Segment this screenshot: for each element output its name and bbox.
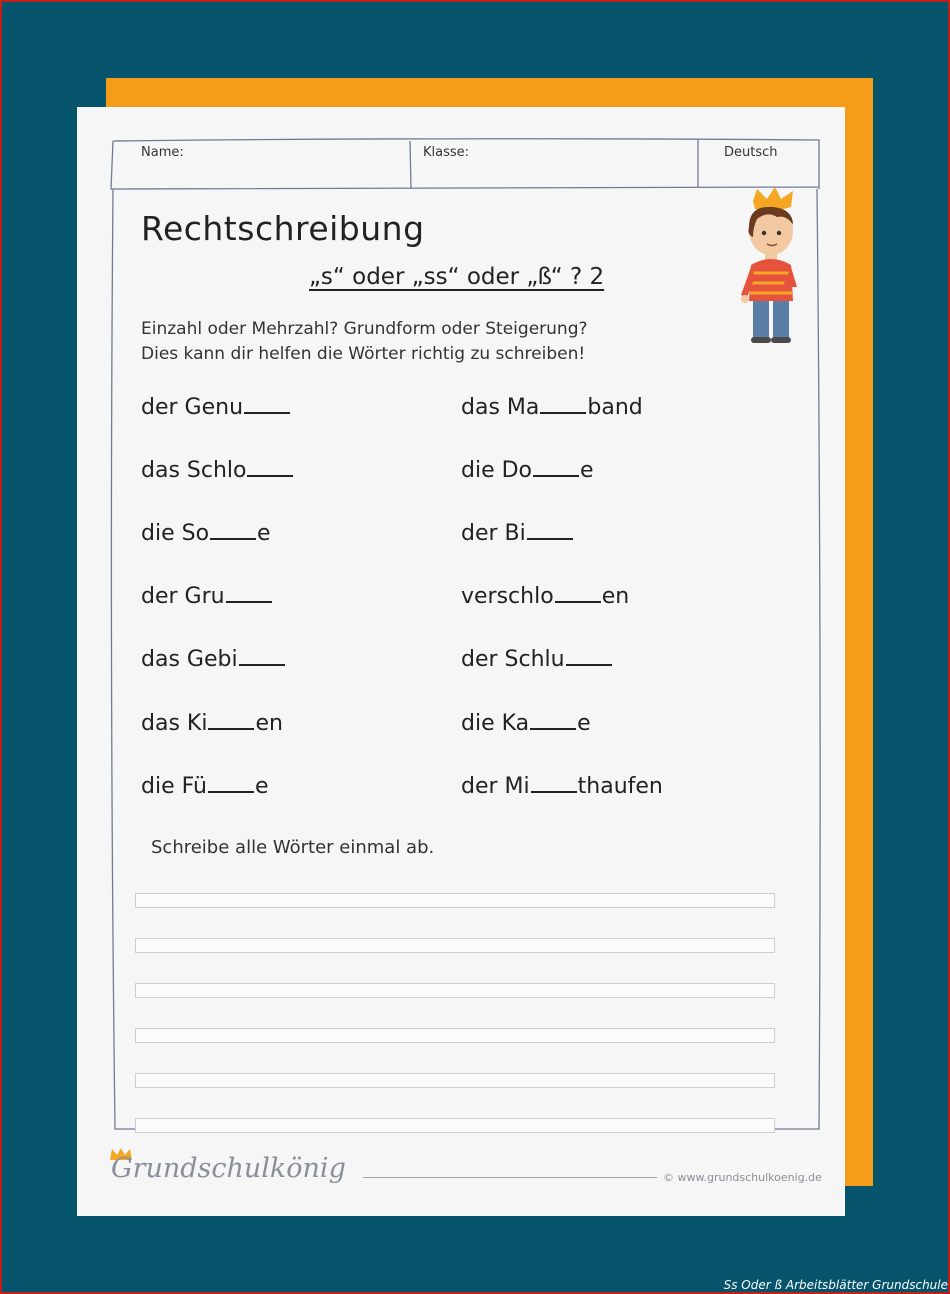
word-prefix: der Bi: [461, 521, 526, 546]
blank-gap[interactable]: [566, 663, 612, 666]
word-item-right: [461, 458, 594, 483]
blank-gap[interactable]: [247, 474, 293, 477]
boy-illustration: [727, 187, 811, 347]
word-prefix: der Mi: [461, 774, 530, 799]
word-prefix: die So: [141, 521, 210, 546]
word-prefix: die Fü: [141, 774, 207, 799]
word-item-right: [461, 647, 613, 672]
blank-gap[interactable]: [210, 537, 256, 540]
blank-gap[interactable]: [531, 790, 577, 793]
word-prefix: das Ma: [461, 395, 540, 420]
copyright-text: © www.grundschulkoenig.de: [663, 1171, 822, 1184]
word-item-left: [141, 711, 283, 736]
blank-gap[interactable]: [533, 474, 579, 477]
blank-gap[interactable]: [527, 537, 573, 540]
word-prefix: der Schlu: [461, 647, 565, 672]
writing-line[interactable]: [135, 938, 775, 953]
word-suffix: e: [577, 711, 591, 736]
blank-gap[interactable]: [540, 411, 586, 414]
subject-label: Deutsch: [724, 145, 778, 160]
word-suffix: e: [255, 774, 269, 799]
word-prefix: die Ka: [461, 711, 530, 736]
word-prefix: das Schlo: [141, 458, 247, 483]
word-item-right: [461, 711, 591, 736]
page-title: Rechtschreibung: [141, 209, 425, 248]
blank-gap[interactable]: [208, 727, 254, 730]
instruction-line-1: Einzahl oder Mehrzahl? Grundform oder Steigerung?: [141, 319, 588, 339]
word-item-right: [461, 521, 574, 546]
blank-gap[interactable]: [226, 600, 272, 603]
word-item-right: [461, 774, 663, 799]
word-item-right: [461, 584, 629, 609]
writing-line[interactable]: [135, 1118, 775, 1133]
word-item-left: [141, 521, 271, 546]
name-label: Name:: [141, 145, 184, 160]
word-prefix: das Ki: [141, 711, 208, 736]
class-label: Klasse:: [423, 145, 470, 160]
blank-gap[interactable]: [555, 600, 601, 603]
page-subtitle: „s“ oder „ss“ oder „ß“ ? 2: [309, 264, 605, 290]
word-item-right: [461, 395, 643, 420]
word-prefix: die Do: [461, 458, 533, 483]
image-caption: Ss Oder ß Arbeitsblätter Grundschule: [723, 1278, 948, 1292]
word-item-left: [141, 647, 286, 672]
instruction-line-2: Dies kann dir helfen die Wörter richtig zu schreiben!: [141, 344, 586, 364]
word-item-left: [141, 774, 269, 799]
footer-rule: [363, 1177, 657, 1178]
word-prefix: das Gebi: [141, 647, 238, 672]
word-item-left: [141, 395, 291, 420]
blank-gap[interactable]: [244, 411, 290, 414]
writing-line[interactable]: [135, 1073, 775, 1088]
blank-gap[interactable]: [208, 790, 254, 793]
writing-line[interactable]: [135, 983, 775, 998]
word-suffix: en: [255, 711, 283, 736]
word-prefix: der Genu: [141, 395, 244, 420]
word-suffix: band: [587, 395, 643, 420]
worksheet: [77, 107, 845, 1216]
word-suffix: e: [580, 458, 594, 483]
word-suffix: e: [257, 521, 271, 546]
word-suffix: thaufen: [577, 774, 663, 799]
blank-gap[interactable]: [239, 663, 285, 666]
task-instruction: Schreibe alle Wörter einmal ab.: [151, 837, 435, 858]
word-suffix: en: [601, 584, 630, 609]
brand-logo: Grundschulkönig: [111, 1153, 346, 1184]
writing-line[interactable]: [135, 893, 775, 908]
writing-line[interactable]: [135, 1028, 775, 1043]
word-prefix: der Gru: [141, 584, 225, 609]
blank-gap[interactable]: [530, 727, 576, 730]
word-item-left: [141, 584, 273, 609]
word-item-left: [141, 458, 294, 483]
word-prefix: verschlo: [461, 584, 554, 609]
